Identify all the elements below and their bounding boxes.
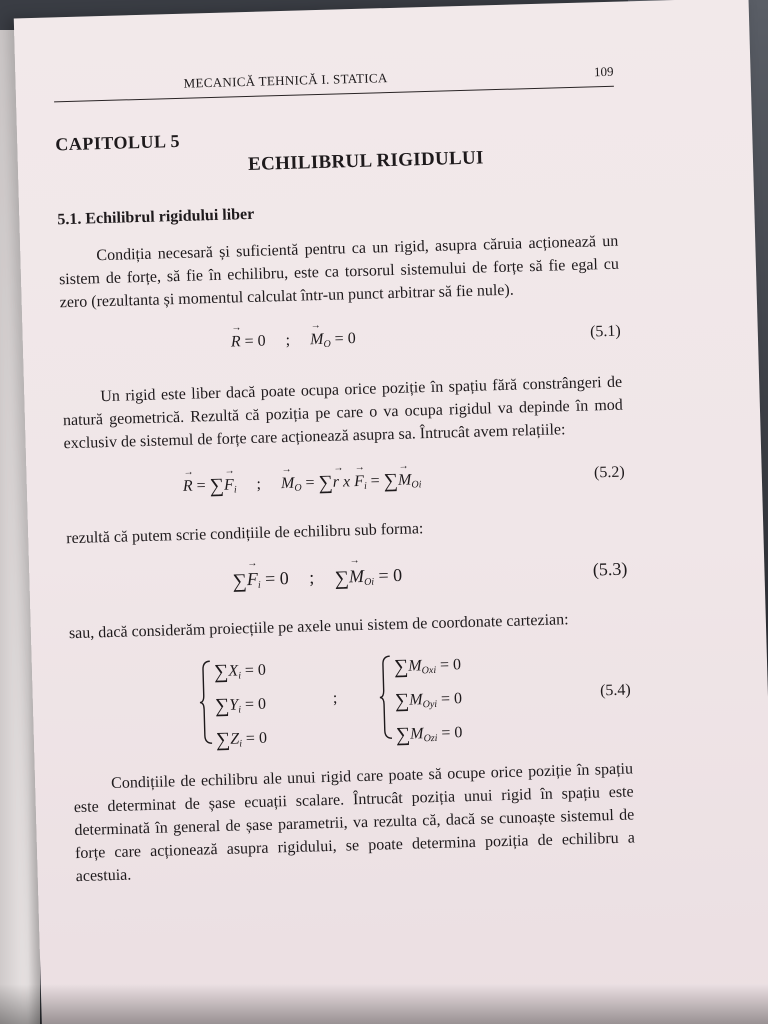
eq-separator: ; [332, 689, 338, 707]
paragraph-2: Un rigid este liber dacă poate ocupa orice poziție în spațiu fără constrângeri de natură geometrică. Rezultă că poziția pe care o va ocupa rigidul va depinde în mod exclusiv de sistemul de forțe care acționează asupra sa. Întrucât avem relațiile: [62, 373, 624, 453]
page-number: 109 [593, 63, 614, 80]
equation-5-2 [64, 456, 625, 512]
equation-5-3 [67, 551, 628, 607]
equation-number-5-4: (5.4) [599, 681, 631, 700]
page-content [53, 60, 636, 904]
force-projections: $\sum X_i = 0$ $\sum Y_i = 0$ $\sum Z_i = 0$ [213, 660, 268, 752]
vector-R: → R [231, 333, 241, 351]
right-brace [378, 654, 394, 740]
paragraph-5: Condițiile de echilibru ale unui rigid care poate să ocupe orice poziție în spațiu este determinat de șase ecuații scalare. Întrucât poziția unui rigid în spațiu este determinată în general de șase parametrii, va rezulta că, dacă se cunoaște sistemul de forțe care acționează asupra rigidului, se poate determina poziția de echilibru a acestuia. [73, 760, 636, 886]
left-brace [198, 659, 214, 745]
equation-5-4 [70, 646, 632, 758]
chapter-title: ECHILIBRUL RIGIDULUI [247, 147, 484, 175]
moment-projections: $\sum M_{Oxi} = 0$ $\sum M_{Oyi} = 0$ $\sum M_{Ozi} = 0$ [393, 655, 463, 747]
vector-M: → M [310, 331, 324, 349]
eq-separator: ; [285, 331, 291, 349]
running-title: MECANICĂ TEHNICĂ I. STATICA [183, 70, 388, 91]
chapter-label: CAPITOLUL 5 [55, 130, 181, 155]
bottom-shadow [0, 984, 768, 1024]
section-heading: 5.1. Echilibrul rigidului liber [57, 205, 255, 229]
equation-5-2-body: → R = ∑→ $F_i$ ; → $M_O$ = ∑→ r $x \to F_i$ = ∑→ $M_{Oi}$ [183, 469, 422, 499]
equation-number-5-2: (5.2) [593, 463, 625, 482]
equation-5-3-body: ∑→ $F_i = 0$ ; ∑→ $M_{Oi} = 0$ [232, 565, 402, 594]
paragraph-4: sau, dacă considerăm proiecțiile pe axele unui sistem de coordonate cartezian: [68, 611, 569, 643]
paragraph-1: Condiția necesară și suficientă pentru ca un rigid, asupra căruia acționează un sistem de forțe, să fie în echilibru, este ca torsorul sistemului de forțe să fie egal cu zero (rezultanta și momentul calculat într-un punct arbitrar să fie nule). [58, 232, 620, 312]
equation-5-1 [60, 315, 621, 371]
equation-number-5-3: (5.3) [592, 558, 628, 580]
paragraph-3: rezultă că putem scrie condițiile de echilibru sub forma: [66, 520, 424, 548]
book-page [14, 0, 768, 1024]
running-header [53, 60, 614, 103]
equation-number-5-1: (5.1) [589, 322, 621, 341]
equation-5-1-body: → R = 0 ; → $M_O = 0$ [231, 330, 356, 352]
